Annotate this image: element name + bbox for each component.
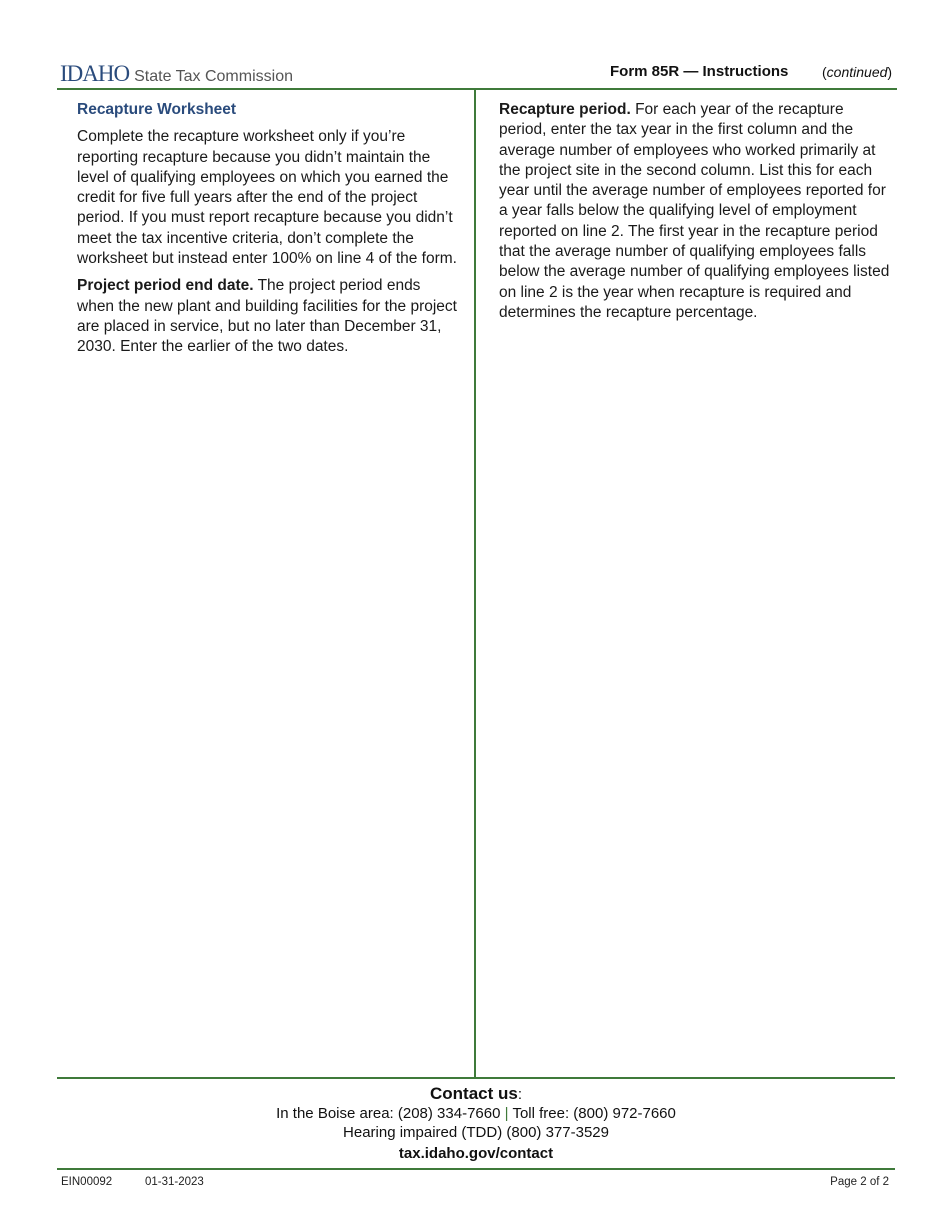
logo-text: State Tax Commission [134,68,293,85]
recapture-period-paragraph [499,100,895,323]
boise-phone: In the Boise area: (208) 334-7660 [276,1105,501,1122]
recapture-period-text: For each year of the recapture period, enter the tax year in the first column and the average number of employees who worked primarily at the project site in the second column. List this for each year until the average number of employees reported for a year falls below the qualifying level of employment reported on line 2. The first year in the recapture period that the average number of qualifying employees falls below the average number of qualifying employees listed on line 2 is the year when recapture is required and determines the recapture percentage. [499,101,890,321]
worksheet-paragraph: Complete the recapture worksheet only if you’re reporting recapture because you didn’t maintain the level of qualifying employees on which you earned the credit for five full years after the end of the project period. If you must report recapture because you didn’t meet the tax incentive criteria, don’t complete the worksheet but instead enter 100% on line 4 of the form. [77,128,457,268]
contact-url-link[interactable]: tax.idaho.gov/contact [398,1145,554,1162]
project-period-paragraph [77,276,457,357]
logo-mark: IDAHO [60,61,130,86]
form-id: EIN00092 [61,1176,113,1188]
revision-date: 01-31-2023 [145,1176,204,1188]
project-period-text: The project period ends when the new plant and building facilities for the project are placed in service, but no later than December 31, 2030. Enter the earlier of the two dates. [77,277,457,356]
idaho-logo [60,61,293,87]
contact-title: Contact us [429,1084,518,1103]
footer-rule-top [57,1077,895,1079]
project-period-lead: Project period end date. [77,277,254,295]
tollfree-phone: Toll free: (800) 972-7660 [512,1105,676,1122]
footer-rule-bottom [57,1168,895,1170]
form-title: Form 85R — Instructions [610,63,789,80]
column-divider [474,88,476,1079]
page-header [57,58,897,90]
contact-block: Contact us: In the Boise area: (208) 334-7660 | Toll free: (800) 972-7660 Hearing impaired (TDD) (800) 377-3529 tax.idaho.gov/contact [57,1084,895,1163]
right-column [499,100,895,330]
left-column [77,100,457,365]
tdd-phone: Hearing impaired (TDD) (800) 377-3529 [343,1124,609,1141]
contact-phones [57,1104,895,1123]
continued-note: (continued) [822,64,893,80]
page-number: Page 2 of 2 [830,1176,889,1188]
section-heading: Recapture Worksheet [77,101,237,118]
separator: | [504,1105,509,1122]
recapture-period-lead: Recapture period. [499,101,631,118]
continued-text: continued [826,64,888,80]
